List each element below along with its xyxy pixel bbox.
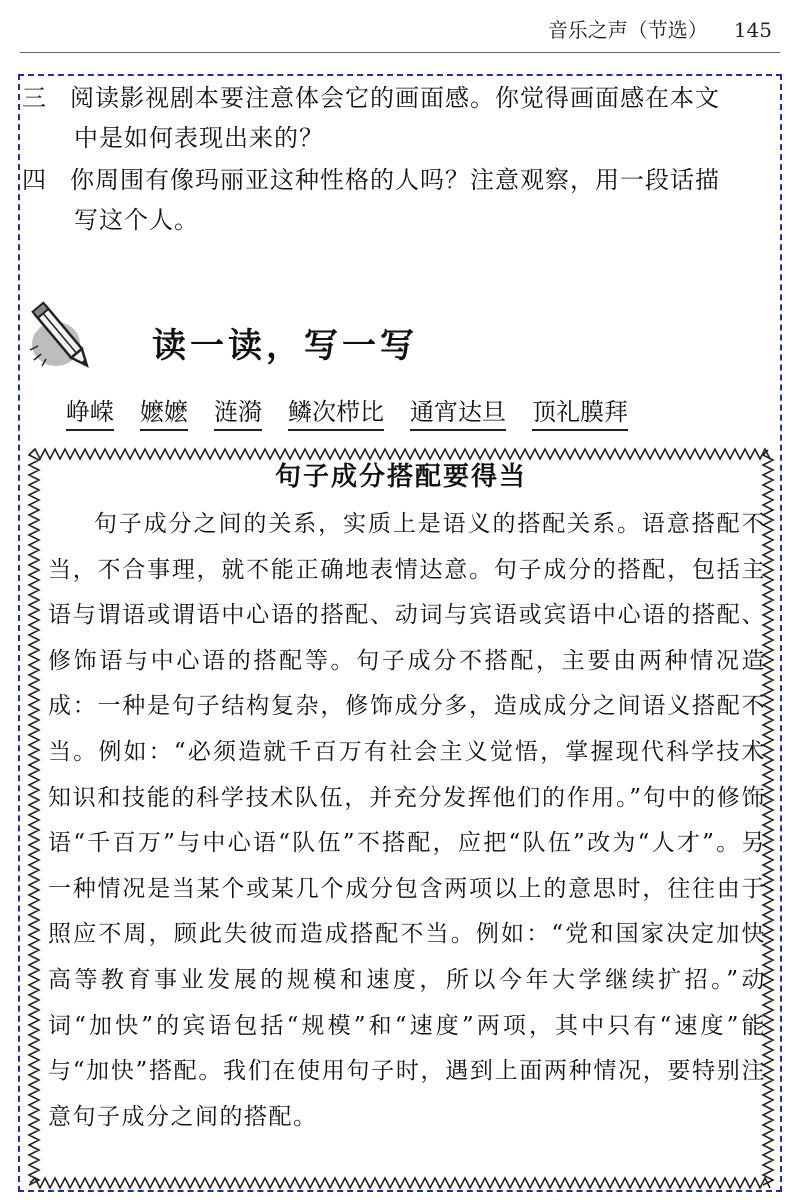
- vocab-word: 涟漪: [214, 392, 262, 431]
- question-text-cont: 写这个人。: [74, 206, 199, 234]
- vocab-word: 嬷嬷: [140, 392, 188, 431]
- question-number: 三: [22, 84, 47, 112]
- question-text-cont: 中是如何表现出来的？: [74, 124, 324, 152]
- vocab-word: 鳞次栉比: [288, 392, 384, 431]
- note-box: [26, 446, 776, 1191]
- vocab-word: 峥嵘: [66, 392, 114, 431]
- vocabulary-list: [66, 392, 628, 431]
- running-header: [548, 14, 772, 43]
- running-header-title: 音乐之声（节选）: [547, 18, 708, 42]
- question-4: [22, 160, 782, 240]
- header-rule: [20, 52, 780, 53]
- vocab-word: 顶礼膜拜: [532, 392, 628, 431]
- page-number: 145: [733, 18, 772, 42]
- question-text: 你周围有像玛丽亚这种性格的人吗？注意观察，用一段话描: [70, 166, 720, 194]
- note-title: 句子成分搭配要得当: [274, 462, 527, 492]
- pencil-icon: [26, 296, 100, 374]
- section-title: 读一读，写一写: [152, 326, 418, 366]
- note-body: 句子成分之间的关系，实质上是语义的搭配关系。语意搭配不当，不合事理，就不能正确地表情达意。句子成分的搭配，包括主语与谓语或谓语中心语的搭配、动词与宾语或宾语中心语的搭配、修饰语与中心语的搭配等。句子成分不搭配，主要由两种情况造成：一种是句子结构复杂，修饰成分多，造成成分之间语义搭配不当。例如：“必须造就千百万有社会主义觉悟，掌握现代科学技术知识和技能的科学技术队伍，并充分发挥他们的作用。”句中的修饰语“千百万”与中心语“队伍”不搭配，应把“队伍”改为“人才”。另一种情况是当某个或某几个成分包含两项以上的意思时，往往由于照应不周，顾此失彼而造成搭配不当。例如：“党和国家决定加快高等教育事业发展的规模和速度，所以今年大学继续扩招。”动词“加快”的宾语包括“规模”和“速度”两项，其中只有“速度”能与“加快”搭配。我们在使用句子时，遇到上面两种情况，要特别注意句子成分之间的搭配。: [48, 511, 766, 1130]
- question-3: [22, 78, 782, 158]
- question-number: 四: [22, 166, 47, 194]
- vocab-word: 通宵达旦: [410, 392, 506, 431]
- question-text: 阅读影视剧本要注意体会它的画面感。你觉得画面感在本文: [70, 84, 720, 112]
